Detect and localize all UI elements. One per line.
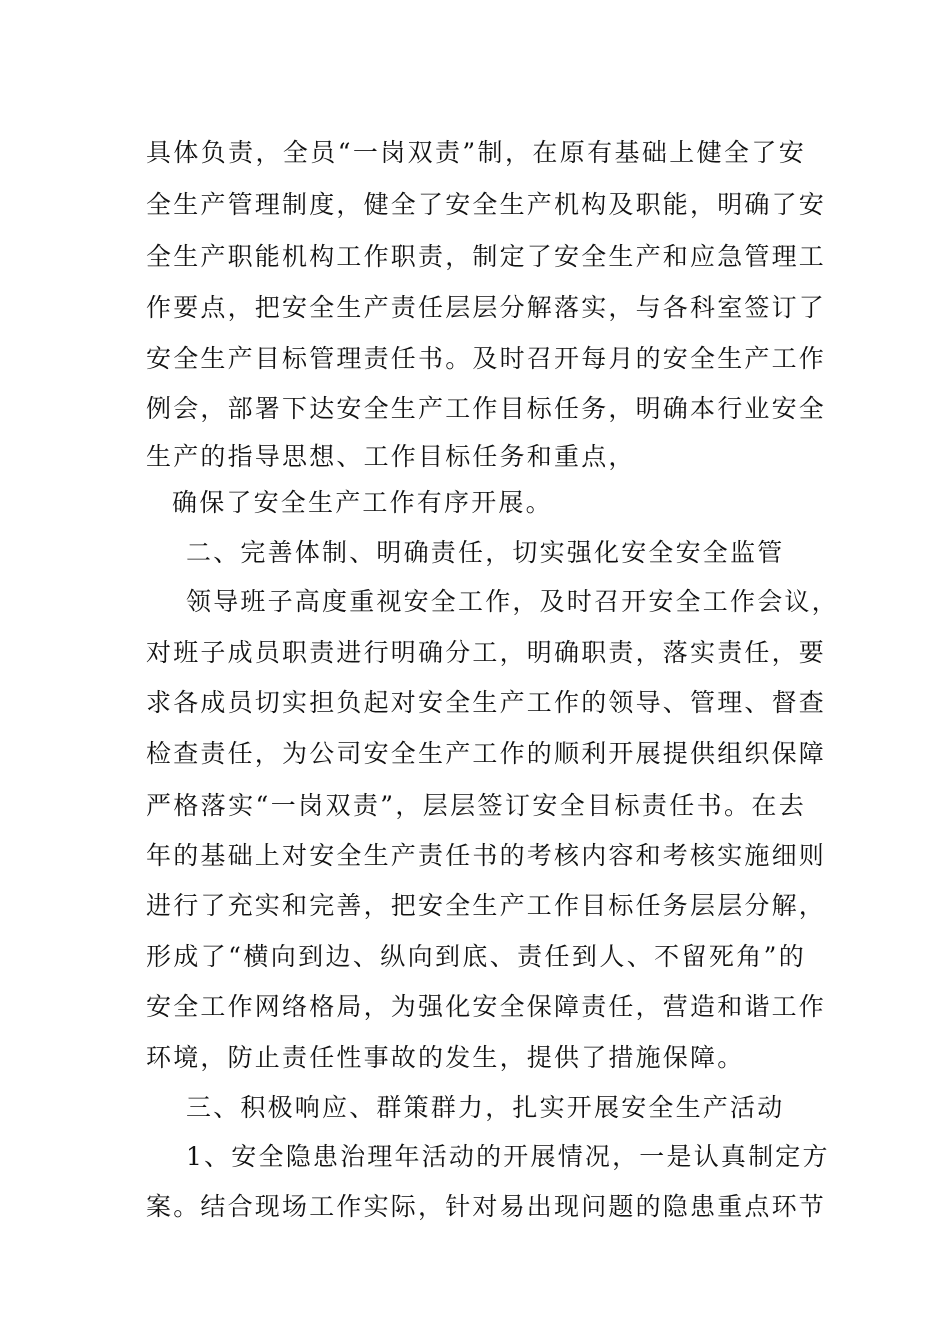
- text-line-12: 求各成员切实担负起对安全生产工作的领导、管理、督查: [146, 688, 827, 717]
- text-line-6: 例会，部署下达安全生产工作目标任务，明确本行业安全: [146, 394, 827, 423]
- text-line-21: 1、安全隐患治理年活动的开展情况，一是认真制定方: [186, 1142, 830, 1171]
- section-heading-2: 二、完善体制、明确责任，切实强化安全安全监管: [186, 538, 785, 567]
- text-line-2: 全生产管理制度，健全了安全生产机构及职能，明确了安: [146, 190, 827, 219]
- text-line-16: 进行了充实和完善，把安全生产工作目标任务层层分解，: [146, 891, 827, 920]
- text-line-10: 领导班子高度重视安全工作，及时召开安全工作会议，: [186, 587, 839, 616]
- text-line-11: 对班子成员职责进行明确分工，明确职责，落实责任，要: [146, 638, 827, 667]
- text-line-15: 年的基础上对安全生产责任书的考核内容和考核实施细则: [146, 841, 827, 870]
- text-line-4: 作要点，把安全生产责任层层分解落实，与各科室签订了: [146, 293, 827, 322]
- text-line-1: 具体负责，全员“一岗双责”制，在原有基础上健全了安: [146, 138, 806, 167]
- text-line-18: 安全工作网络格局，为强化安全保障责任，营造和谐工作: [146, 992, 827, 1021]
- text-line-8: 确保了安全生产工作有序开展。: [172, 488, 553, 517]
- text-line-22: 案。结合现场工作实际，针对易出现问题的隐患重点环节: [146, 1192, 827, 1221]
- text-line-14: 严格落实“一岗双责”，层层签订安全目标责任书。在去: [146, 791, 806, 820]
- text-line-3: 全生产职能机构工作职责，制定了安全生产和应急管理工: [146, 242, 827, 271]
- text-line-5: 安全生产目标管理责任书。及时召开每月的安全生产工作: [146, 344, 827, 373]
- text-line-19: 环境，防止责任性事故的发生，提供了措施保障。: [146, 1043, 745, 1072]
- text-line-7: 生产的指导思想、工作目标任务和重点，: [146, 442, 636, 471]
- text-line-17: 形成了“横向到边、纵向到底、责任到人、不留死角”的: [146, 942, 806, 971]
- text-line-13: 检查责任，为公司安全生产工作的顺利开展提供组织保障: [146, 739, 827, 768]
- section-heading-3: 三、积极响应、群策群力，扎实开展安全生产活动: [186, 1093, 785, 1122]
